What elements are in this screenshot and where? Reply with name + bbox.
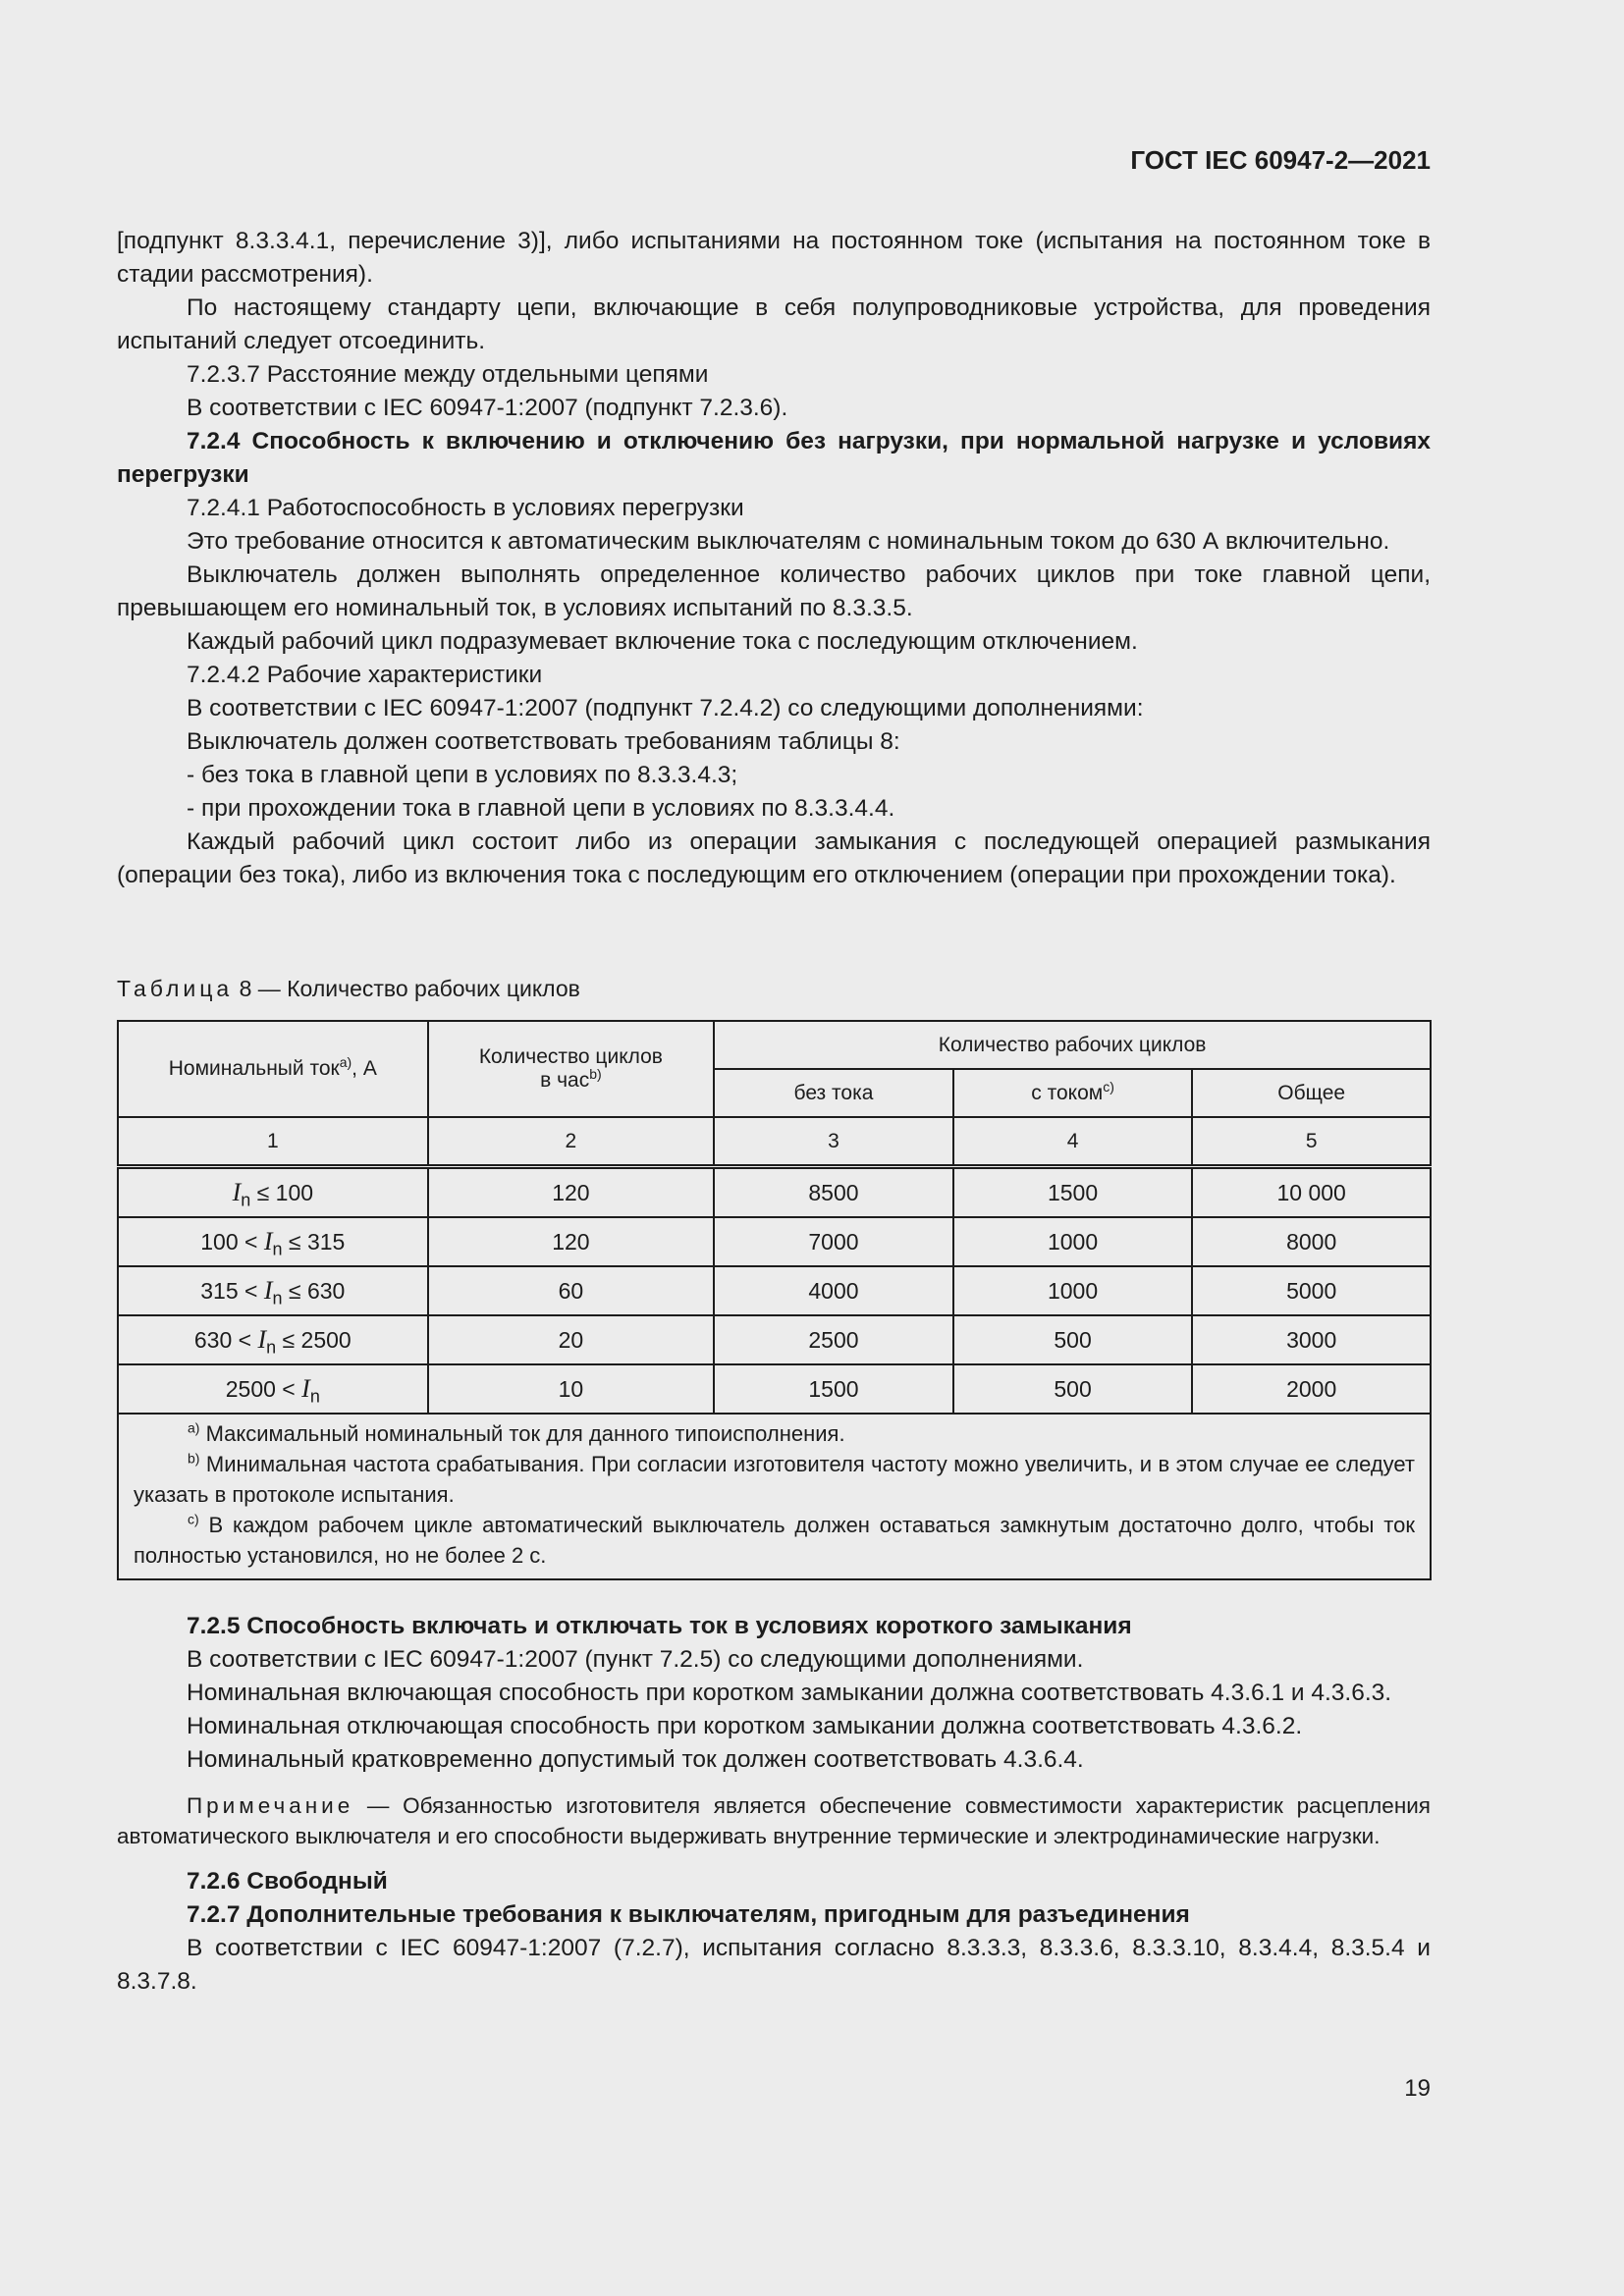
footnote-a: $^{a)}$ Максимальный номинальный ток для данного типоисполнения. [188, 1419, 845, 1446]
cell-with-current: 500 [953, 1315, 1193, 1364]
paragraph: Номинальная включающая способность при коротком замыкании должна соответствовать 4.3.6.1 и 4.3.6.3. [187, 1680, 1392, 1706]
paragraph: По настоящему стандарту цепи, включающие в себя полупроводниковые устройства, для проведения испытаний следует отсоединить. [117, 294, 1431, 354]
paragraph: Номинальная отключающая способность при коротком замыкании должна соответствовать 4.3.6.2. [187, 1713, 1303, 1739]
cell-per-hour: 60 [428, 1266, 715, 1315]
cell-rated-current: $315 < I_n \le 630$ [118, 1266, 428, 1315]
table-footnotes [118, 1414, 1431, 1579]
cell-per-hour: 120 [428, 1217, 715, 1266]
cell-total: 10 000 [1192, 1167, 1431, 1218]
paragraph: Каждый рабочий цикл состоит либо из операции замыкания с последующей операцией размыкания (операции без тока), либо из включения тока с последующим его отключением (операции при прохождении тока). [117, 828, 1431, 888]
paragraph: В соответствии с IEC 60947-1:2007 (подпункт 7.2.4.2) со следующими дополнениями: [187, 695, 1144, 721]
document-header: ГОСТ IEC 60947-2—2021 [1130, 145, 1431, 175]
table-caption-title: 8 — Количество рабочих циклов [233, 976, 580, 1001]
header-cycles-per-hour: Количество циклов в час$^{b)}$ [428, 1021, 715, 1117]
footnote-c: $^{c)}$ В каждом рабочем цикле автоматический выключатель должен оставаться замкнутым достаточно долго, чтобы ток полностью установился, но не более 2 с. [134, 1511, 1415, 1568]
cell-rated-current: $2500 < I_n$ [118, 1364, 428, 1414]
cell-no-current: 8500 [714, 1167, 953, 1218]
cell-with-current: 500 [953, 1364, 1193, 1414]
paragraph: Каждый рабочий цикл подразумевает включение тока с последующим отключением. [187, 628, 1138, 655]
paragraph: Выключатель должен соответствовать требованиям таблицы 8: [187, 728, 900, 755]
subsection-heading-7-2-4-1: 7.2.4.1 Работоспособность в условиях перегрузки [187, 495, 744, 521]
header-total: Общее [1192, 1069, 1431, 1117]
table-row [118, 1364, 1431, 1414]
paragraph: Номинальный кратковременно допустимый ток должен соответствовать 4.3.6.4. [187, 1746, 1084, 1773]
column-number: 2 [428, 1117, 715, 1167]
cell-per-hour: 20 [428, 1315, 715, 1364]
section-heading-7-2-4: 7.2.4 Способность к включению и отключению без нагрузки, при нормальной нагрузке и условиях перегрузки [117, 428, 1431, 488]
column-number: 3 [714, 1117, 953, 1167]
cell-with-current: 1500 [953, 1167, 1193, 1218]
cell-total: 5000 [1192, 1266, 1431, 1315]
cell-no-current: 4000 [714, 1266, 953, 1315]
subsection-heading-7-2-4-2: 7.2.4.2 Рабочие характеристики [187, 662, 543, 688]
cell-total: 3000 [1192, 1315, 1431, 1364]
header-with-current: с током$^{c)}$ [953, 1069, 1193, 1117]
cell-total: 8000 [1192, 1217, 1431, 1266]
cell-no-current: 2500 [714, 1315, 953, 1364]
paragraph: [подпункт 8.3.3.4.1, перечисление 3)], либо испытаниями на постоянном токе (испытания на постоянном токе в стадии рассмотрения). [117, 228, 1431, 288]
paragraph: Выключатель должен выполнять определенное количество рабочих циклов при токе главной цепи, превышающем его номинальный ток, в условиях испытаний по 8.3.3.5. [117, 561, 1431, 621]
body-text-bottom [117, 1610, 1431, 1999]
subsection-heading-7-2-3-7: 7.2.3.7 Расстояние между отдельными цепями [187, 361, 709, 388]
paragraph: Это требование относится к автоматическим выключателям с номинальным током до 630 А включительно. [187, 528, 1390, 555]
cell-no-current: 7000 [714, 1217, 953, 1266]
paragraph: В соответствии с IEC 60947-1:2007 (пункт 7.2.5) со следующими дополнениями. [187, 1646, 1084, 1673]
cell-rated-current: $630 < I_n \le 2500$ [118, 1315, 428, 1364]
column-number: 5 [1192, 1117, 1431, 1167]
cell-total: 2000 [1192, 1364, 1431, 1414]
cell-with-current: 1000 [953, 1266, 1193, 1315]
cell-rated-current: $100 < I_n \le 315$ [118, 1217, 428, 1266]
page-number: 19 [1404, 2075, 1431, 2102]
list-item: - при прохождении тока в главной цепи в условиях по 8.3.3.4.4. [187, 795, 895, 822]
table-caption-label: Таблица [117, 976, 234, 1001]
column-number: 4 [953, 1117, 1193, 1167]
table-caption [117, 976, 580, 1002]
note-label: Примечание [187, 1793, 354, 1818]
table-row [118, 1315, 1431, 1364]
header-operating-cycles: Количество рабочих циклов [714, 1021, 1431, 1069]
paragraph: В соответствии с IEC 60947-1:2007 (7.2.7), испытания согласно 8.3.3.3, 8.3.3.6, 8.3.3.10, 8.3.4.4, 8.3.5.4 и 8.3.7.8. [117, 1935, 1431, 1995]
table-row [118, 1217, 1431, 1266]
list-item: - без тока в главной цепи в условиях по 8.3.3.4.3; [187, 762, 738, 788]
cell-with-current: 1000 [953, 1217, 1193, 1266]
header-no-current: без тока [714, 1069, 953, 1117]
section-heading-7-2-6: 7.2.6 Свободный [187, 1868, 388, 1895]
footnote-b: $^{b)}$ Минимальная частота срабатывания. При согласии изготовителя частоту можно увеличить, и в этом случае ее следует указать в протоколе испытания. [134, 1450, 1415, 1507]
body-text-top [117, 225, 1431, 892]
note [117, 1790, 1431, 1851]
cell-per-hour: 120 [428, 1167, 715, 1218]
column-number: 1 [118, 1117, 428, 1167]
table-row [118, 1266, 1431, 1315]
cell-rated-current: $I_n \le 100$ [118, 1167, 428, 1218]
table-8 [117, 1020, 1432, 1580]
header-rated-current: Номинальный ток$^{a)}$, А [118, 1021, 428, 1117]
paragraph: В соответствии с IEC 60947-1:2007 (подпункт 7.2.3.6). [187, 395, 788, 421]
note-text: — Обязанностью изготовителя является обеспечение совместимости характеристик расцепления автоматического выключателя и его способности выдерживать внутренние термические и электродинамические нагрузки. [117, 1793, 1431, 1848]
cell-per-hour: 10 [428, 1364, 715, 1414]
cell-no-current: 1500 [714, 1364, 953, 1414]
table-row [118, 1167, 1431, 1218]
section-heading-7-2-5: 7.2.5 Способность включать и отключать ток в условиях короткого замыкания [187, 1613, 1132, 1639]
section-heading-7-2-7: 7.2.7 Дополнительные требования к выключателям, пригодным для разъединения [187, 1901, 1190, 1928]
